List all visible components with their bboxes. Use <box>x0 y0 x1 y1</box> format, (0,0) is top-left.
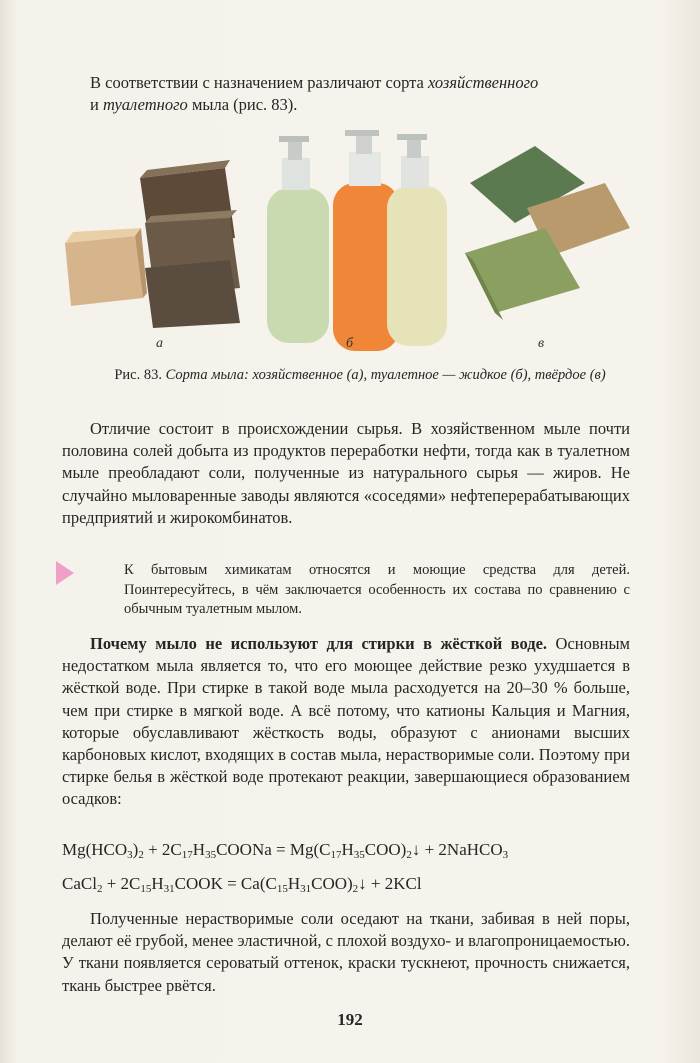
caption-prefix: Рис. 83. <box>114 367 166 383</box>
household-soap-image <box>65 160 240 328</box>
intro-text-3: мыла (рис. 83). <box>187 95 298 115</box>
paragraph-raw-materials: Отличие состоит в происхождении сырья. В хозяйственном мыле почти половина солей добыта из продуктов переработки нефти, тогда как в туалетном мыле преобладают соли, полученные из натурального сырья — жиров. Не случайно мыловаренные заводы являются «соседями» нефтеперерабатывающих предприятий и жирокомбинатов. <box>62 419 630 527</box>
liquid-soap-image <box>267 130 447 351</box>
formula-magnesium: $Mg(HCO_3)_2$ + $2C_{17}H_{35}COONa$ = $Mg(C_{17}H_{35}COO)_2↓$ + 2NaHCO$_3$ <box>62 840 509 861</box>
intro-italic-1: хозяйственного <box>427 73 539 92</box>
formula-calcium: CaCl$_2$ + $2C_{15}H_{31}COOK$ = $Ca(C_{15}H_{31}COO)_2↓ + 2KCl$ <box>62 874 422 895</box>
figure-caption <box>60 366 660 385</box>
paragraph-consequences: Полученные нерастворимые соли оседают на ткани, забивая в ней поры, делают её грубой, менее эластичной, с плохой воздухо- и влагопроницаемостью. У ткани появляется сероватый оттенок, краски тускнеют, прочность снижается, ткань быстрее рвётся. <box>62 909 630 995</box>
section-text: Основным недостатком мыла является то, что его моющее действие резко ухудшается в жёсткой воде. При стирке в такой воде мыла расходуется на 20–30 % больше, чем при стирке в мягкой воде. А всё потому, что катионы Кальция и Магния, которые обуславливают жёсткость воды, образуют с анионами высших карбоновых кислот, входящих в состав мыла, нерастворимые соли. Поэтому при стирке белья в жёсткой воде протекают реакции, завершающиеся образованием осадков: <box>62 634 630 809</box>
toilet-soap-image <box>465 146 630 320</box>
note-marker-icon <box>56 561 74 585</box>
paragraph-hard-water <box>62 633 630 811</box>
note-box: К бытовым химикатам относятся и моющие средства для детей. Поинтересуйтесь, в чём заключается особенность их состава по сравнению с обычным туалетным мылом. <box>124 562 630 618</box>
intro-italic-2: туалетного <box>102 95 188 115</box>
figure-label-c: в <box>538 336 545 351</box>
caption-text: Сорта мыла: хозяйственное (а), туалетное — жидкое (б), твёрдое (в) <box>165 367 606 383</box>
figure-label-a: а <box>156 336 163 351</box>
intro-text-1: В соответствии с назначением различают сорта <box>90 73 428 92</box>
soap-figure <box>45 128 645 358</box>
section-heading: Почему мыло не используют для стирки в жёсткой воде. <box>90 634 548 653</box>
page-number: 192 <box>337 1010 363 1029</box>
intro-paragraph <box>90 72 630 116</box>
figure-label-b: б <box>346 336 354 351</box>
intro-text-2: и <box>90 95 103 115</box>
